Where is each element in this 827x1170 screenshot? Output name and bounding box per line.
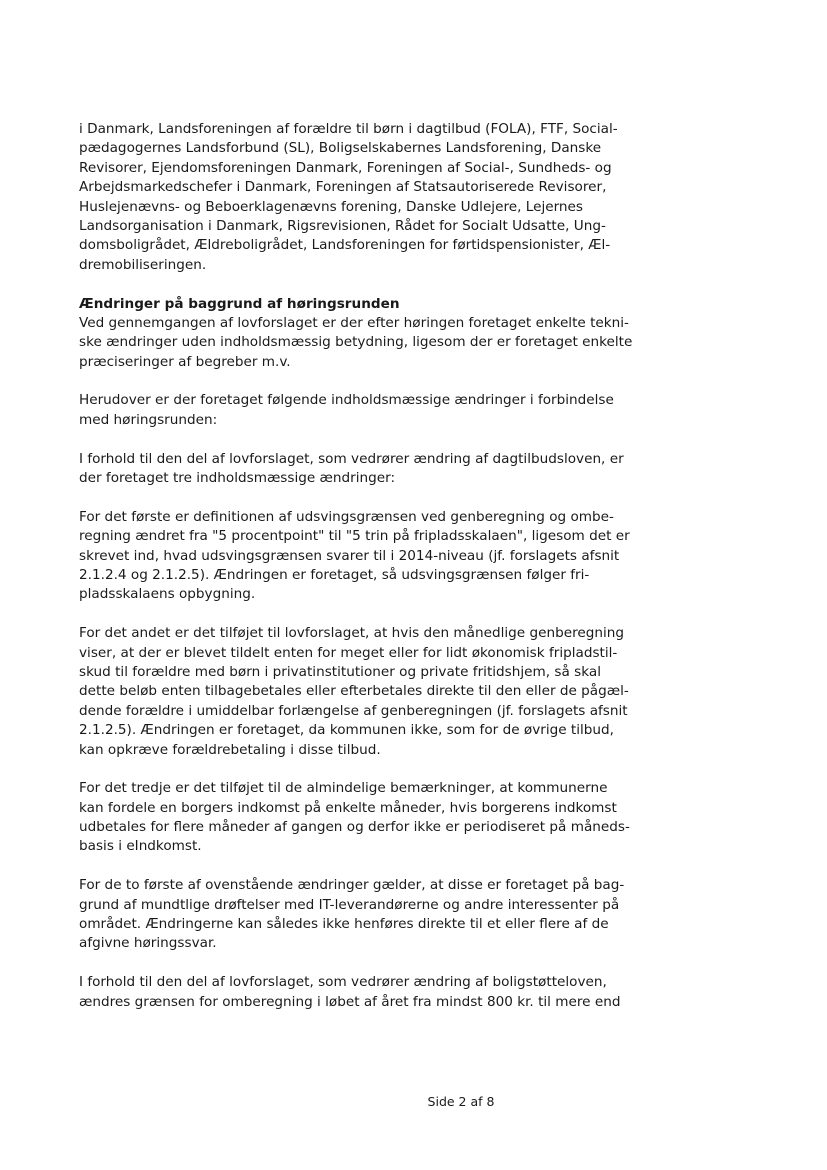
text-line: Revisorer, Ejendomsforeningen Danmark, Foreningen af Social-, Sundheds- og xyxy=(79,159,612,176)
text-line: kan opkræve forældrebetaling i disse tilbud. xyxy=(79,741,381,758)
body-text xyxy=(79,120,633,1012)
text-line: For de to første af ovenstående ændringer gælder, at disse er foretaget på bag- xyxy=(79,877,625,894)
text-line: grund af mundtlige drøftelser med IT-leverandørerne og andre interessenter på xyxy=(79,896,620,913)
text-line: kan fordele en borgers indkomst på enkelte måneder, hvis borgerens indkomst xyxy=(79,799,617,816)
text-line: Herudover er der foretaget følgende indholdsmæssige ændringer i forbindelse xyxy=(79,392,614,409)
text-line: ændres grænsen for omberegning i løbet af året fra mindst 800 kr. til mere end xyxy=(79,993,621,1010)
page-number: Side 2 af 8 xyxy=(427,1094,495,1109)
paragraph xyxy=(79,450,624,489)
text-line: For det tredje er det tilføjet til de almindelige bemærkninger, at kommunerne xyxy=(79,780,608,797)
text-line: skud til forældre med børn i privatinstitutioner og private fritidshjem, så skal xyxy=(79,663,601,680)
paragraph xyxy=(79,391,619,430)
text-line: I forhold til den del af lovforslaget, som vedrører ændring af boligstøtteloven, xyxy=(79,974,607,991)
text-line: dende forældre i umiddelbar forlængelse af genberegningen (jf. forslagets afsnit xyxy=(79,702,628,719)
paragraph xyxy=(79,624,629,760)
text-line: basis i eIndkomst. xyxy=(79,838,202,855)
text-line: pædagogernes Landsforbund (SL), Boligselskabernes Landsforening, Danske xyxy=(79,140,602,157)
paragraph-gap xyxy=(79,605,619,624)
paragraph xyxy=(79,779,630,857)
paragraph-gap xyxy=(79,857,619,876)
paragraph-gap xyxy=(79,488,619,507)
text-line: 2.1.2.5). Ændringen er foretaget, da kommunen ikke, som for de øvrige tilbud, xyxy=(79,722,615,739)
paragraph-gap xyxy=(79,954,619,973)
text-line: skrevet ind, hvad udsvingsgrænsen svarer til i 2014-niveau (jf. forslagets afsnit xyxy=(79,547,620,564)
text-line: I forhold til den del af lovforslaget, som vedrører ændring af dagtilbudsloven, er xyxy=(79,450,624,467)
text-line: domsboligrådet, Ældreboligrådet, Landsforeningen for førtidspensionister, Æl- xyxy=(79,237,611,254)
paragraph-gap xyxy=(79,430,619,449)
paragraph xyxy=(79,120,619,275)
text-line: udbetales for flere måneder af gangen og derfor ikke er periodiseret på måneds- xyxy=(79,819,630,836)
text-line: For det andet er det tilføjet til lovforslaget, at hvis den månedlige genberegning xyxy=(79,625,624,642)
text-line: ske ændringer uden indholdsmæssig betydning, ligesom der er foretaget enkelte xyxy=(79,334,633,351)
text-line: dremobiliseringen. xyxy=(79,256,207,273)
text-line: området. Ændringerne kan således ikke henføres direkte til et eller flere af de xyxy=(79,916,609,933)
text-line: Huslejenævns- og Beboerklagenævns forening, Danske Udlejere, Lejernes xyxy=(79,198,583,215)
text-line: afgivne høringssvar. xyxy=(79,935,217,952)
text-line: der foretaget tre indholdsmæssige ændringer: xyxy=(79,470,396,487)
text-line: regning ændret fra "5 procentpoint" til "5 trin på fripladsskalaen", ligesom det er xyxy=(79,528,630,545)
text-line: Ved gennemgangen af lovforslaget er der efter høringen foretaget enkelte tekni- xyxy=(79,314,629,331)
text-line: Landsorganisation i Danmark, Rigsrevisionen, Rådet for Socialt Udsatte, Ung- xyxy=(79,217,606,234)
text-line: pladsskalaens opbygning. xyxy=(79,586,256,603)
text-line: præciseringer af begreber m.v. xyxy=(79,353,291,370)
paragraph-gap xyxy=(79,372,619,391)
paragraph xyxy=(79,973,619,1012)
text-line: 2.1.2.4 og 2.1.2.5). Ændringen er foretaget, så udsvingsgrænsen følger fri- xyxy=(79,566,590,583)
section-heading: Ændringer på baggrund af høringsrunden xyxy=(79,295,400,312)
text-line: med høringsrunden: xyxy=(79,411,218,428)
paragraph xyxy=(79,876,625,954)
text-line: i Danmark, Landsforeningen af forældre til børn i dagtilbud (FOLA), FTF, Social- xyxy=(79,121,618,137)
text-line: dette beløb enten tilbagebetales eller efterbetales direkte til den eller de pågæl- xyxy=(79,683,629,700)
paragraph xyxy=(79,508,630,605)
text-line: For det første er definitionen af udsvingsgrænsen ved genberegning og ombe- xyxy=(79,508,614,525)
text-line: viser, at der er blevet tildelt enten for meget eller for lidt økonomisk fripladstil- xyxy=(79,644,618,661)
text-line: Arbejdsmarkedschefer i Danmark, Foreningen af Statsautoriserede Revisorer, xyxy=(79,179,607,196)
paragraph-gap xyxy=(79,760,619,779)
paragraph-gap xyxy=(79,275,619,294)
section xyxy=(79,295,633,373)
